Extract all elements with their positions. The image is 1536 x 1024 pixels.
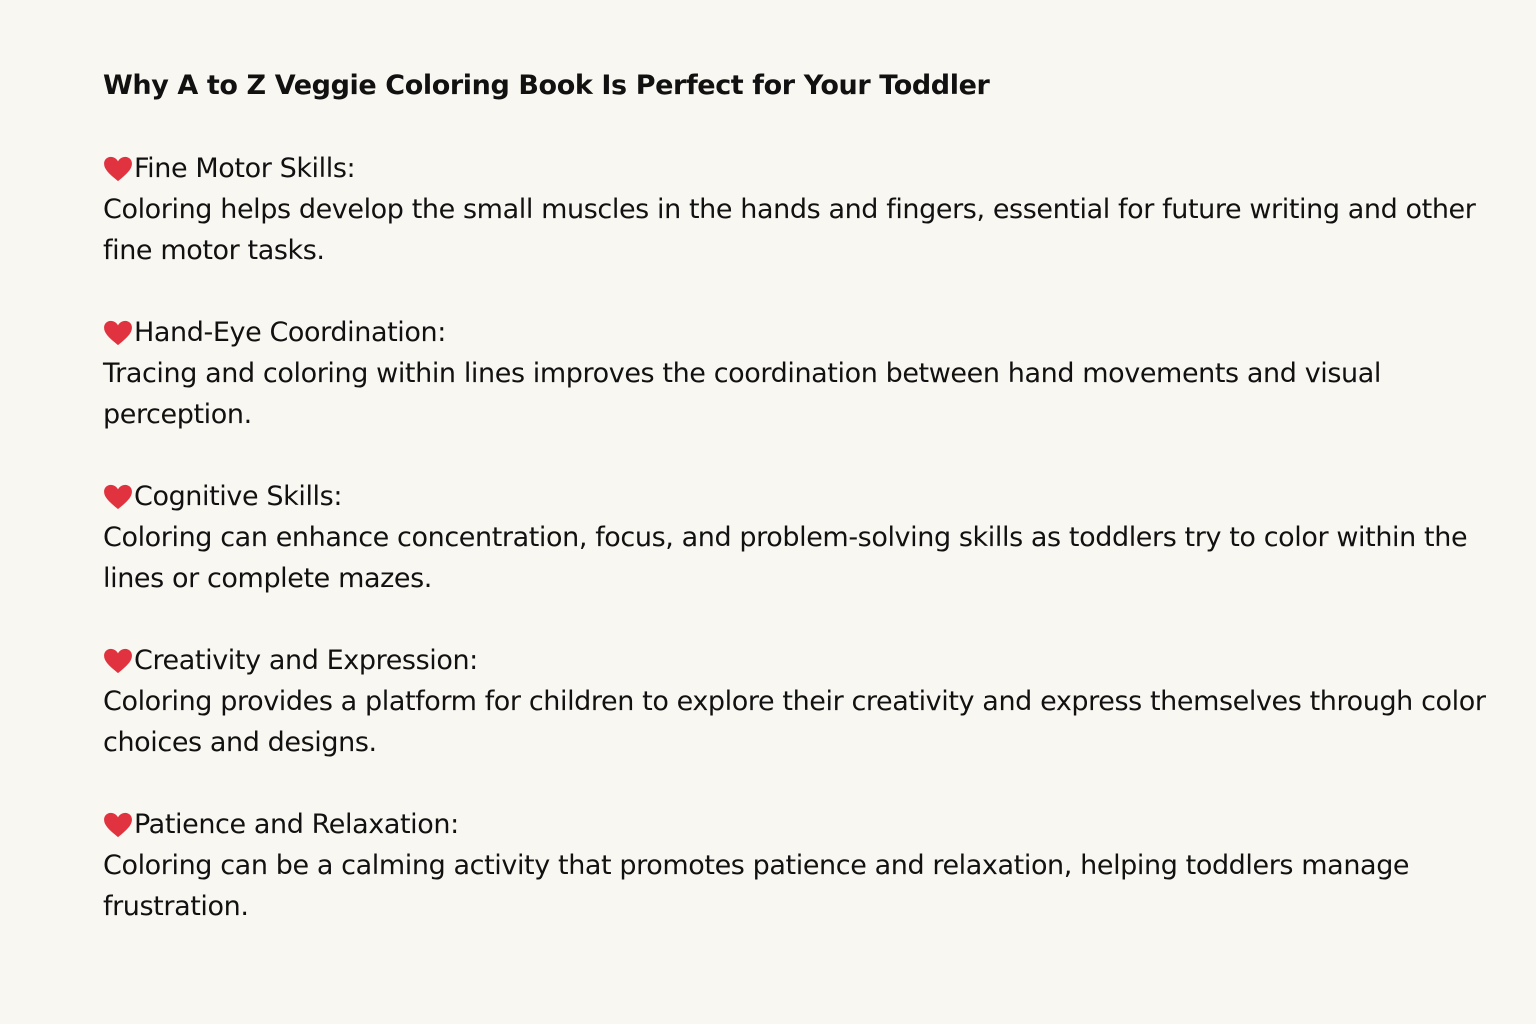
heart-icon <box>103 812 133 838</box>
section-heading-text: Fine Motor Skills: <box>134 153 356 184</box>
heart-icon <box>103 648 133 674</box>
heart-icon <box>103 320 133 346</box>
section-heading-text: Hand-Eye Coordination: <box>134 317 446 348</box>
section-body: Coloring helps develop the small muscles in the hands and fingers, essential for future writing and other fine motor tasks. <box>103 194 1476 266</box>
section-heading-text: Cognitive Skills: <box>134 481 343 512</box>
section-patience-and-relaxation <box>103 804 1498 927</box>
section-creativity-and-expression <box>103 640 1498 763</box>
section-body: Coloring can be a calming activity that promotes patience and relaxation, helping toddlers manage frustration. <box>103 850 1410 922</box>
section-body: Coloring can enhance concentration, focus, and problem-solving skills as toddlers try to color within the lines or complete mazes. <box>103 522 1468 594</box>
document <box>103 66 1498 968</box>
section-body: Coloring provides a platform for children to explore their creativity and express themselves through color choices and designs. <box>103 686 1486 758</box>
section-fine-motor-skills <box>103 148 1498 271</box>
section-cognitive-skills <box>103 476 1498 599</box>
section-heading-text: Creativity and Expression: <box>134 645 478 676</box>
document-title: Why A to Z Veggie Coloring Book Is Perfect for Your Toddler <box>103 70 990 101</box>
section-heading <box>103 148 1498 189</box>
section-heading-text: Patience and Relaxation: <box>134 809 459 840</box>
section-heading <box>103 476 1498 517</box>
heart-icon <box>103 156 133 182</box>
section-heading <box>103 804 1498 845</box>
section-heading <box>103 312 1498 353</box>
section-body: Tracing and coloring within lines improves the coordination between hand movements and visual perception. <box>103 358 1381 430</box>
section-heading <box>103 640 1498 681</box>
heart-icon <box>103 484 133 510</box>
section-hand-eye-coordination <box>103 312 1498 435</box>
